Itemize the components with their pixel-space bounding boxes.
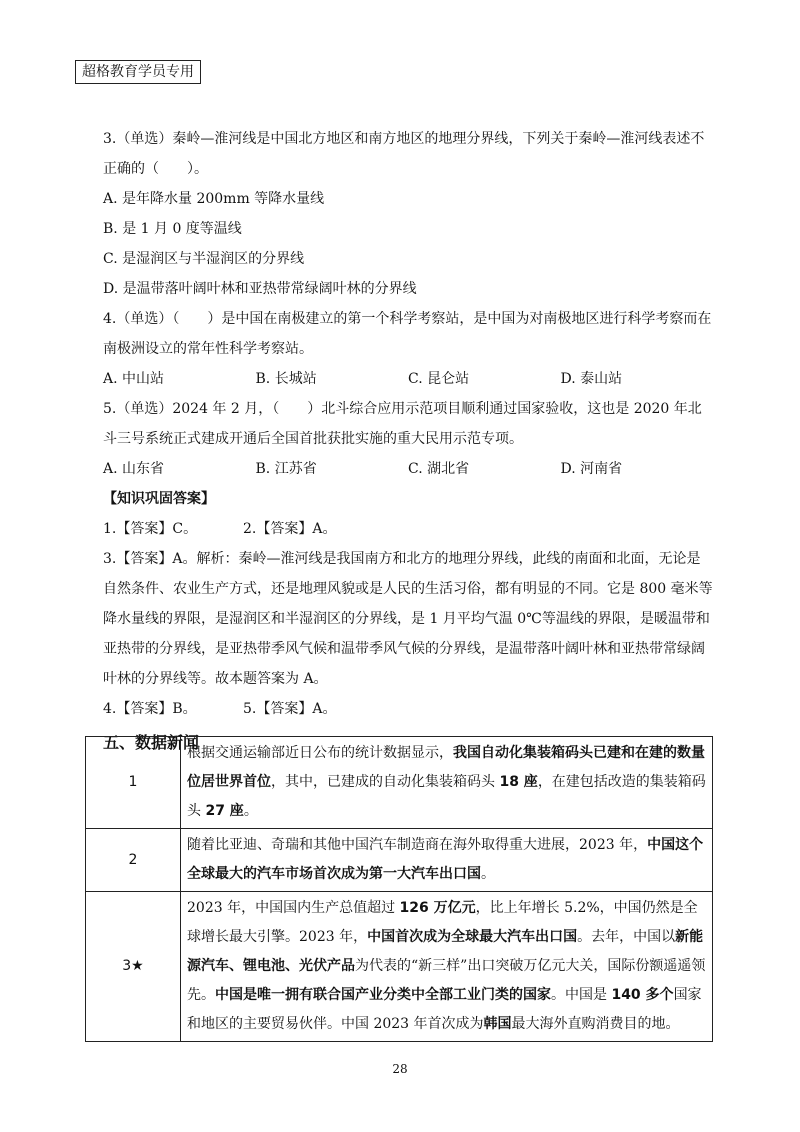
table-row (86, 737, 713, 829)
answer-1: 1.【答案】C。 (103, 521, 198, 537)
row-number: 3★ (86, 892, 181, 1042)
answers-row-4-5 (103, 694, 713, 724)
question-4-option-c: C. 昆仑站 (408, 371, 470, 387)
question-5-stem: 5.（单选）2024 年 2 月，（ ）北斗综合应用示范项目顺利通过国家验收，这也是 2020 年北斗三号系统正式建成开通后全国首批获批实施的重大民用示范专项。 (103, 401, 702, 447)
question-4-stem: 4.（单选）（ ）是中国在南极建立的第一个科学考察站，是中国为对南极地区进行科学考察而在南极洲设立的常年性科学考察站。 (103, 311, 712, 357)
question-5-option-c: C. 湖北省 (408, 461, 470, 477)
answer-5: 5.【答案】A。 (243, 701, 337, 717)
question-5-option-d: D. 河南省 (560, 461, 623, 477)
question-3-option-d: D. 是温带落叶阔叶林和亚热带常绿阔叶林的分界线 (103, 281, 417, 297)
answers-title: 【知识巩固答案】 (103, 491, 215, 507)
answer-3: 3.【答案】A。解析：秦岭—淮河线是我国南方和北方的地理分界线，此线的南面和北面，无论是自然条件、农业生产方式，还是地理风貌或是人民的生活习俗，都有明显的不同。它是 800 毫米等降水量线的界限，是湿润区和半湿润区的分界线，是 1 月平均气温 0℃等温线的界限，是暖温带和亚热带的分界线，是亚热带季风气候和温带季风气候的分界线，是温带落叶阔叶林和亚热带常绿阔叶林的分界线等。故本题答案为 A。 (103, 551, 713, 687)
question-4-option-d: D. 泰山站 (560, 371, 623, 387)
table-row (86, 892, 713, 1042)
question-5-options (103, 454, 713, 484)
answer-4: 4.【答案】B。 (103, 701, 197, 717)
row-text: 随着比亚迪、奇瑞和其他中国汽车制造商在海外取得重大进展，2023 年，中国这个全球最大的汽车市场首次成为第一大汽车出口国。 (181, 829, 713, 892)
question-3-option-a: A. 是年降水量 200mm 等降水量线 (103, 191, 325, 207)
row-number: 1 (86, 737, 181, 829)
question-4-option-a: A. 中山站 (103, 371, 165, 387)
question-3-option-c: C. 是湿润区与半湿润区的分界线 (103, 251, 305, 267)
question-4-option-b: B. 长城站 (255, 371, 317, 387)
answers-row-1-2 (103, 514, 713, 544)
data-news-table (85, 736, 713, 1042)
question-5-option-a: A. 山东省 (103, 461, 165, 477)
question-4-options (103, 364, 713, 394)
question-5-option-b: B. 江苏省 (255, 461, 317, 477)
section-title: 五、数据新闻 (103, 733, 200, 752)
page-number: 28 (392, 1062, 408, 1076)
question-3-stem: 3.（单选）秦岭—淮河线是中国北方地区和南方地区的地理分界线，下列关于秦岭—淮河线表述不正确的（ ）。 (103, 131, 705, 177)
page-content (103, 124, 713, 758)
table-row (86, 829, 713, 892)
row-text: 2023 年，中国国内生产总值超过 126 万亿元，比上年增长 5.2%，中国仍然是全球增长最大引擎。2023 年，中国首次成为全球最大汽车出口国。去年，中国以新能源汽车、锂电池、光伏产品为代表的“新三样”出口突破万亿元大关，国际份额遥遥领先。中国是唯一拥有联合国产业分类中全部工业门类的国家。中国是 140 多个国家和地区的主要贸易伙伴。中国 2023 年首次成为韩国最大海外直购消费目的地。 (181, 892, 713, 1042)
question-3-option-b: B. 是 1 月 0 度等温线 (103, 221, 242, 237)
row-text: 根据交通运输部近日公布的统计数据显示，我国自动化集装箱码头已建和在建的数量位居世界首位，其中，已建成的自动化集装箱码头 18 座，在建包括改造的集装箱码头 27 座。 (181, 737, 713, 829)
row-number: 2 (86, 829, 181, 892)
answer-2: 2.【答案】A。 (243, 521, 337, 537)
watermark-stamp: 超格教育学员专用 (75, 60, 201, 84)
